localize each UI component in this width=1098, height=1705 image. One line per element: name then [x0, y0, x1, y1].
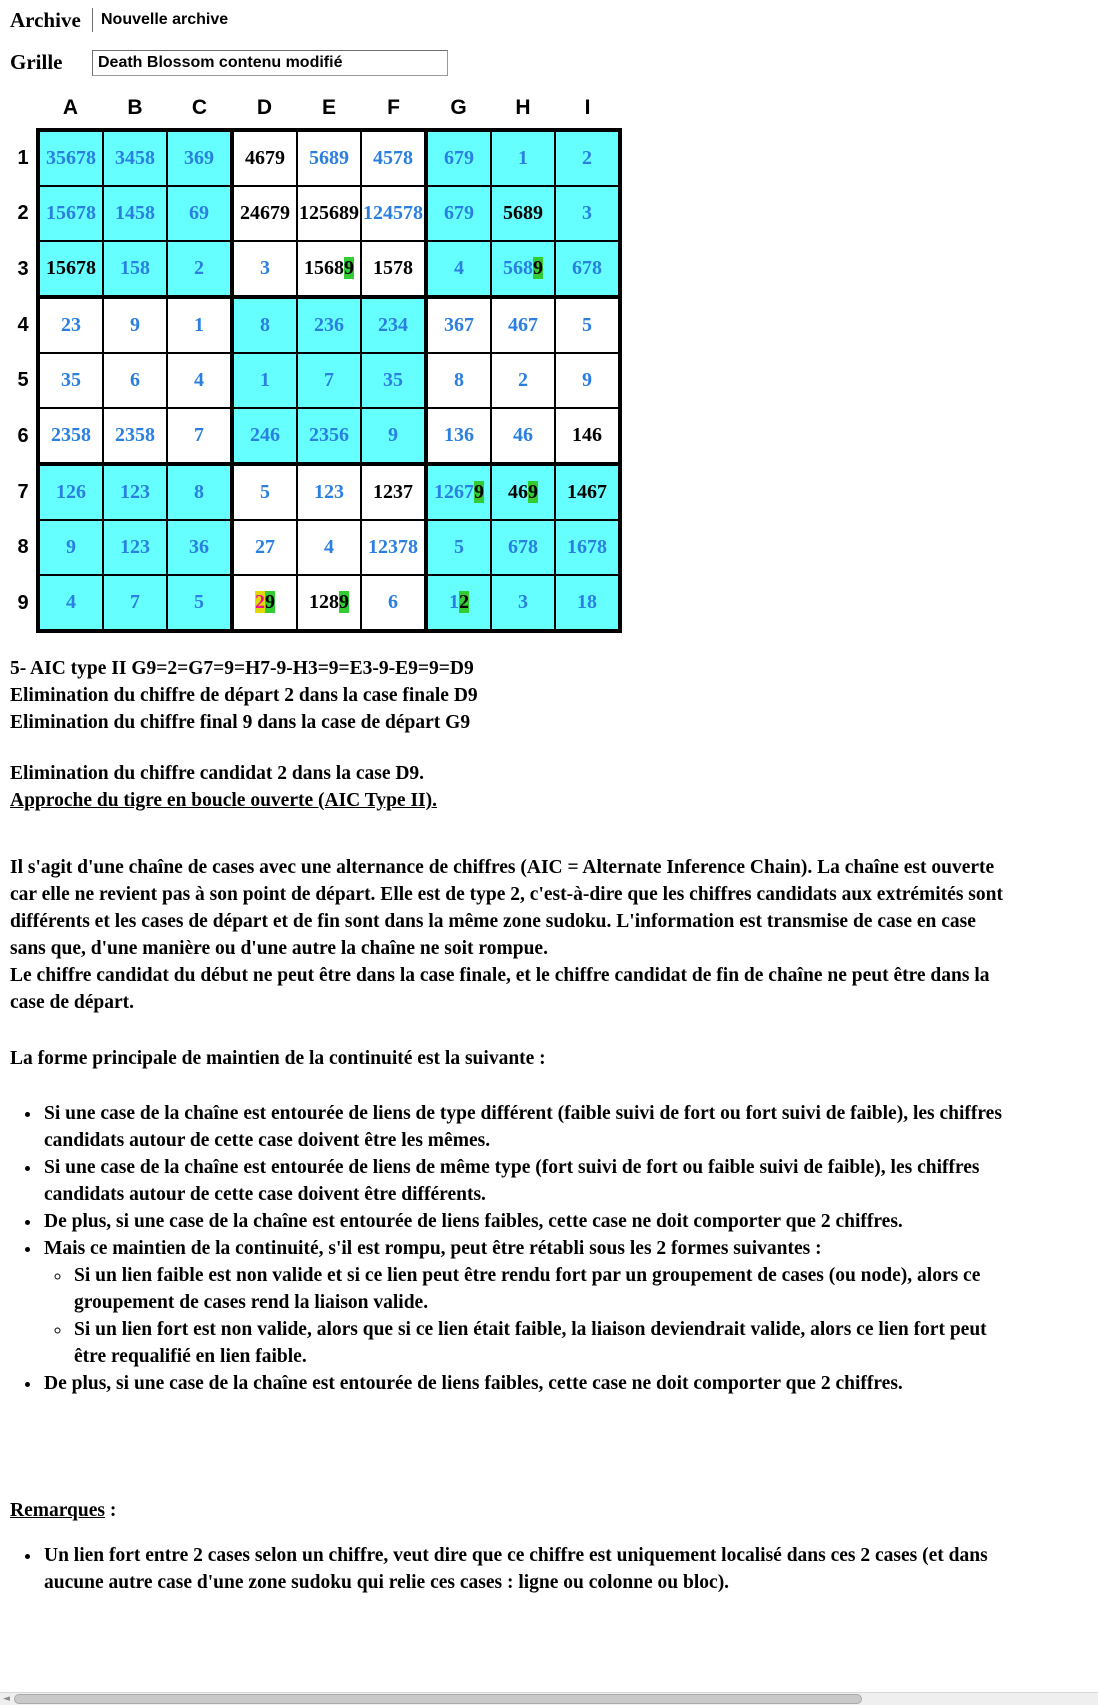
candidate-digits: 679 — [444, 202, 474, 224]
candidate-digits: 136 — [444, 424, 474, 446]
grid-cell-B4[interactable] — [103, 297, 167, 353]
list-item: • Si une case de la chaîne est entourée de liens de type différent (faible suivi de fort ou fort suivi de faible), les chiffres candidats autour de cette case doivent être les mêmes. — [42, 1100, 1015, 1154]
candidate-digits: 69 — [189, 202, 209, 224]
candidate-digits: 568 — [503, 257, 533, 279]
grid-cell-D6[interactable] — [232, 408, 297, 464]
grid-cell-B1[interactable] — [103, 130, 167, 186]
analysis-line-2: Elimination du chiffre de départ 2 dans la case finale D9 — [10, 685, 478, 706]
candidate-digits: 467 — [508, 314, 538, 336]
column-header-I: I — [555, 88, 620, 130]
grid-cell-E1[interactable] — [297, 130, 361, 186]
remarks-list — [10, 1542, 1015, 1596]
candidate-digits: 5689 — [503, 202, 543, 224]
grid-cell-G9[interactable] — [426, 575, 491, 631]
candidate-digits: 7 — [324, 369, 334, 391]
candidate-digits: 126 — [56, 481, 86, 503]
archive-select[interactable] — [92, 8, 443, 32]
candidate-digits: 24679 — [240, 202, 290, 224]
candidate-digits: 5 — [454, 536, 464, 558]
list-item: • De plus, si une case de la chaîne est entourée de liens faibles, cette case ne doit comporter que 2 chiffres. — [42, 1370, 1015, 1397]
grid-cell-D7[interactable] — [232, 464, 297, 520]
candidate-digits: 1578 — [373, 257, 413, 279]
grid-cell-C2[interactable] — [167, 186, 232, 241]
candidate-digits: 123 — [314, 481, 344, 503]
candidate-digits: 1 — [194, 314, 204, 336]
row-header-5: 5 — [10, 353, 38, 408]
sub-list — [44, 1262, 1015, 1370]
grid-cell-F1[interactable] — [361, 130, 426, 186]
grid-cell-I2[interactable] — [555, 186, 620, 241]
grille-label: Grille — [10, 50, 63, 74]
scrollbar-thumb[interactable] — [14, 1694, 862, 1704]
grid-cell-F2[interactable] — [361, 186, 426, 241]
candidate-digits: 123 — [120, 536, 150, 558]
grid-cell-B6[interactable] — [103, 408, 167, 464]
row-header-9: 9 — [10, 575, 38, 631]
grid-cell-A7[interactable] — [38, 464, 103, 520]
candidate-digits: 9 — [533, 257, 543, 279]
candidate-digits: 128 — [309, 591, 339, 613]
intro-line: La forme principale de maintien de la continuité est la suivante : — [10, 1048, 546, 1069]
column-header-C: C — [167, 88, 232, 130]
candidate-digits: 12378 — [368, 536, 418, 558]
grid-cell-H4[interactable] — [491, 297, 555, 353]
grid-cell-C6[interactable] — [167, 408, 232, 464]
candidate-digits: 146 — [572, 424, 602, 446]
paragraph-1: Il s'agit d'une chaîne de cases avec une alternance de chiffres (AIC = Alternate Inference Chain). La chaîne est ouverte car elle ne revient pas à son point de départ. Elle est de type 2, c'est-à-dire que les chiffres candidats aux extrémités sont différents et les cases de départ et de fin sont dans la même zone sudoku. L'information est transmise de case en case sans que, d'une manière ou d'une autre la chaîne ne soit rompue. — [10, 857, 1003, 959]
grid-cell-I7[interactable] — [555, 464, 620, 520]
candidate-digits: 246 — [250, 424, 280, 446]
analysis-line-3: Elimination du chiffre final 9 dans la case de départ G9 — [10, 712, 471, 733]
candidate-digits: 678 — [572, 257, 602, 279]
candidate-digits: 9 — [339, 591, 349, 613]
candidate-digits: 158 — [120, 257, 150, 279]
candidate-digits: 236 — [314, 314, 344, 336]
candidate-digits: 5 — [260, 481, 270, 503]
candidate-digits: 9 — [528, 481, 538, 503]
grid-cell-C1[interactable] — [167, 130, 232, 186]
candidate-digits: 35678 — [46, 147, 96, 169]
remarques-heading: Remarques : — [10, 1500, 117, 1521]
grid-corner — [10, 88, 38, 130]
grid-cell-I5[interactable] — [555, 353, 620, 408]
grid-cell-A8[interactable] — [38, 520, 103, 575]
grid-cell-G1[interactable] — [426, 130, 491, 186]
candidate-digits: 3 — [518, 591, 528, 613]
candidate-digits: 2 — [518, 369, 528, 391]
candidate-digits: 1 — [449, 591, 459, 613]
grid-cell-B9[interactable] — [103, 575, 167, 631]
grid-cell-C3[interactable] — [167, 241, 232, 297]
grid-cell-G3[interactable] — [426, 241, 491, 297]
candidate-digits: 5 — [194, 591, 204, 613]
sudoku-grid — [10, 88, 622, 633]
column-header-H: H — [491, 88, 555, 130]
candidate-digits: 2358 — [115, 424, 155, 446]
candidate-digits: 6 — [130, 369, 140, 391]
grid-cell-F3[interactable] — [361, 241, 426, 297]
candidate-digits: 369 — [184, 147, 214, 169]
grid-cell-D9[interactable] — [232, 575, 297, 631]
grid-cell-I8[interactable] — [555, 520, 620, 575]
grid-cell-G6[interactable] — [426, 408, 491, 464]
row-header-7: 7 — [10, 464, 38, 520]
candidate-digits: 35 — [61, 369, 81, 391]
grid-cell-A9[interactable] — [38, 575, 103, 631]
grid-cell-H1[interactable] — [491, 130, 555, 186]
candidate-digits: 1267 — [434, 481, 474, 503]
grid-cell-C9[interactable] — [167, 575, 232, 631]
grid-cell-I3[interactable] — [555, 241, 620, 297]
candidate-digits: 9 — [582, 369, 592, 391]
paragraph-2: Le chiffre candidat du début ne peut être dans la case finale, et le chiffre candidat de fin de chaîne ne peut être dans la case de départ. — [10, 965, 990, 1013]
candidate-digits: 5689 — [309, 147, 349, 169]
list-item: • Mais ce maintien de la continuité, s'il est rompu, peut être rétabli sous les 2 formes suivantes : ◦ Si un lien faible est non valide et si ce lien peut être rendu fort par un groupement de cases (ou node), alors ce groupement de cases rend la liaison valide. ◦ Si un lien fort est non valide, alors que si ce lien était faible, la liaison deviendrait valide, alors ce lien fort peut être requalifié en lien faible. — [42, 1235, 1015, 1370]
grid-cell-H5[interactable] — [491, 353, 555, 408]
candidate-digits: 4 — [66, 591, 76, 613]
row-header-4: 4 — [10, 297, 38, 353]
candidate-digits: 125689 — [299, 202, 359, 224]
sub-list-item: ◦ Si un lien faible est non valide et si ce lien peut être rendu fort par un groupement de cases (ou node), alors ce groupement de cases rend la liaison valide. — [72, 1262, 1015, 1316]
grid-cell-A6[interactable] — [38, 408, 103, 464]
candidate-digits: 4 — [454, 257, 464, 279]
candidate-digits: 3458 — [115, 147, 155, 169]
candidate-digits: 9 — [388, 424, 398, 446]
column-header-B: B — [103, 88, 167, 130]
candidate-digits: 2356 — [309, 424, 349, 446]
candidate-digits: 2358 — [51, 424, 91, 446]
candidate-digits: 1237 — [373, 481, 413, 503]
grid-cell-A1[interactable] — [38, 130, 103, 186]
candidate-digits: 46 — [513, 424, 533, 446]
candidate-digits: 4 — [324, 536, 334, 558]
candidate-digits: 124578 — [363, 202, 423, 224]
candidate-digits: 1458 — [115, 202, 155, 224]
analysis-line-4: Elimination du chiffre candidat 2 dans la case D9. — [10, 763, 425, 784]
candidate-digits: 8 — [260, 314, 270, 336]
row-header-8: 8 — [10, 520, 38, 575]
candidate-digits: 7 — [130, 591, 140, 613]
grid-cell-D1[interactable] — [232, 130, 297, 186]
grid-cell-C4[interactable] — [167, 297, 232, 353]
grid-cell-H8[interactable] — [491, 520, 555, 575]
list-item: • Si une case de la chaîne est entourée de liens de même type (fort suivi de fort ou faible suivi de faible), les chiffres candidats autour de cette case doivent être différents. — [42, 1154, 1015, 1208]
grid-cell-B2[interactable] — [103, 186, 167, 241]
grid-cell-F8[interactable] — [361, 520, 426, 575]
grid-cell-G7[interactable] — [426, 464, 491, 520]
grid-cell-E4[interactable] — [297, 297, 361, 353]
grid-cell-H6[interactable] — [491, 408, 555, 464]
grid-cell-B5[interactable] — [103, 353, 167, 408]
candidate-digits: 1568 — [304, 257, 344, 279]
candidate-digits: 234 — [378, 314, 408, 336]
candidate-digits: 1 — [260, 369, 270, 391]
candidate-digits: 679 — [444, 147, 474, 169]
candidate-digits: 2 — [459, 591, 469, 613]
grid-cell-H9[interactable] — [491, 575, 555, 631]
grid-cell-F7[interactable] — [361, 464, 426, 520]
approche-heading: Approche du tigre en boucle ouverte (AIC Type II). — [10, 790, 438, 811]
candidate-digits: 2 — [194, 257, 204, 279]
grid-cell-E5[interactable] — [297, 353, 361, 408]
grid-cell-E8[interactable] — [297, 520, 361, 575]
candidate-digits: 15678 — [46, 257, 96, 279]
grid-cell-C8[interactable] — [167, 520, 232, 575]
candidate-digits: 9 — [66, 536, 76, 558]
candidate-digits: 35 — [383, 369, 403, 391]
grid-cell-C5[interactable] — [167, 353, 232, 408]
list-item: • De plus, si une case de la chaîne est entourée de liens faibles, cette case ne doit comporter que 2 chiffres. — [42, 1208, 1015, 1235]
candidate-digits: 36 — [189, 536, 209, 558]
candidate-digits: 3 — [582, 202, 592, 224]
grid-cell-I4[interactable] — [555, 297, 620, 353]
grid-cell-G5[interactable] — [426, 353, 491, 408]
candidate-digits: 5 — [582, 314, 592, 336]
column-header-D: D — [232, 88, 297, 130]
analysis-line-1: 5- AIC type II G9=2=G7=9=H7-9-H3=9=E3-9-E9=9=D9 — [10, 658, 474, 679]
grid-cell-I6[interactable] — [555, 408, 620, 464]
grid-cell-H7[interactable] — [491, 464, 555, 520]
grid-cell-F5[interactable] — [361, 353, 426, 408]
scroll-left-arrow-icon[interactable]: ◄ — [3, 1694, 10, 1704]
candidate-digits: 4 — [194, 369, 204, 391]
candidate-digits: 9 — [474, 481, 484, 503]
column-header-G: G — [426, 88, 491, 130]
candidate-digits: 27 — [255, 536, 275, 558]
grid-cell-E7[interactable] — [297, 464, 361, 520]
candidate-digits: 1 — [518, 147, 528, 169]
row-header-2: 2 — [10, 186, 38, 241]
candidate-digits: 1467 — [567, 481, 607, 503]
archive-select-value: Nouvelle archive — [101, 11, 229, 28]
row-header-1: 1 — [10, 130, 38, 186]
grid-cell-B8[interactable] — [103, 520, 167, 575]
grid-cell-B7[interactable] — [103, 464, 167, 520]
grid-cell-E3[interactable] — [297, 241, 361, 297]
candidate-digits: 9 — [265, 591, 275, 613]
grid-cell-D5[interactable] — [232, 353, 297, 408]
grid-cell-I9[interactable] — [555, 575, 620, 631]
column-header-F: F — [361, 88, 426, 130]
grid-cell-B3[interactable] — [103, 241, 167, 297]
grid-cell-D4[interactable] — [232, 297, 297, 353]
candidate-digits: 15678 — [46, 202, 96, 224]
column-header-E: E — [297, 88, 361, 130]
grid-cell-F4[interactable] — [361, 297, 426, 353]
archive-label: Archive — [10, 8, 81, 32]
candidate-digits: 7 — [194, 424, 204, 446]
candidate-digits: 8 — [194, 481, 204, 503]
grid-cell-A2[interactable] — [38, 186, 103, 241]
row-header-3: 3 — [10, 241, 38, 297]
grid-cell-G8[interactable] — [426, 520, 491, 575]
candidate-digits: 23 — [61, 314, 81, 336]
column-header-A: A — [38, 88, 103, 130]
candidate-digits: 367 — [444, 314, 474, 336]
candidate-digits: 678 — [508, 536, 538, 558]
candidate-digits: 4679 — [245, 147, 285, 169]
candidate-digits: 1678 — [567, 536, 607, 558]
grid-cell-G2[interactable] — [426, 186, 491, 241]
candidate-digits: 9 — [130, 314, 140, 336]
rules-list — [10, 1100, 1015, 1397]
grid-cell-A5[interactable] — [38, 353, 103, 408]
grid-cell-E9[interactable] — [297, 575, 361, 631]
archive-row — [10, 8, 1098, 33]
grid-cell-H3[interactable] — [491, 241, 555, 297]
grid-cell-A3[interactable] — [38, 241, 103, 297]
grid-cell-E6[interactable] — [297, 408, 361, 464]
grid-cell-A4[interactable] — [38, 297, 103, 353]
grid-cell-D2[interactable] — [232, 186, 297, 241]
explanation-paragraphs — [10, 854, 1015, 1016]
list-item: • Un lien fort entre 2 cases selon un chiffre, veut dire que ce chiffre est uniquement localisé dans ces 2 cases (et dans aucune autre case d'une zone sudoku qui relie ces cases : ligne ou colonne ou bloc). — [42, 1542, 1015, 1596]
grid-cell-D3[interactable] — [232, 241, 297, 297]
grid-cell-F6[interactable] — [361, 408, 426, 464]
analysis-block — [10, 655, 1015, 814]
candidate-digits: 2 — [582, 147, 592, 169]
grid-cell-H2[interactable] — [491, 186, 555, 241]
candidate-digits: 3 — [260, 257, 270, 279]
sub-list-item: ◦ Si un lien fort est non valide, alors que si ce lien était faible, la liaison deviendrait valide, alors ce lien fort peut être requalifié en lien faible. — [72, 1316, 1015, 1370]
candidate-digits: 9 — [344, 257, 354, 279]
candidate-digits: 46 — [508, 481, 528, 503]
grid-cell-G4[interactable] — [426, 297, 491, 353]
horizontal-scrollbar[interactable] — [0, 1692, 1098, 1705]
grid-cell-E2[interactable] — [297, 186, 361, 241]
candidate-digits: 18 — [577, 591, 597, 613]
grille-row — [10, 50, 1098, 76]
candidate-digits: 2 — [255, 591, 265, 613]
grid-cell-D8[interactable] — [232, 520, 297, 575]
candidate-digits: 123 — [120, 481, 150, 503]
candidate-digits: 8 — [454, 369, 464, 391]
row-header-6: 6 — [10, 408, 38, 464]
candidate-digits: 6 — [388, 591, 398, 613]
grid-cell-I1[interactable] — [555, 130, 620, 186]
grille-input[interactable] — [92, 50, 448, 76]
grid-cell-C7[interactable] — [167, 464, 232, 520]
grid-cell-F9[interactable] — [361, 575, 426, 631]
candidate-digits: 4578 — [373, 147, 413, 169]
